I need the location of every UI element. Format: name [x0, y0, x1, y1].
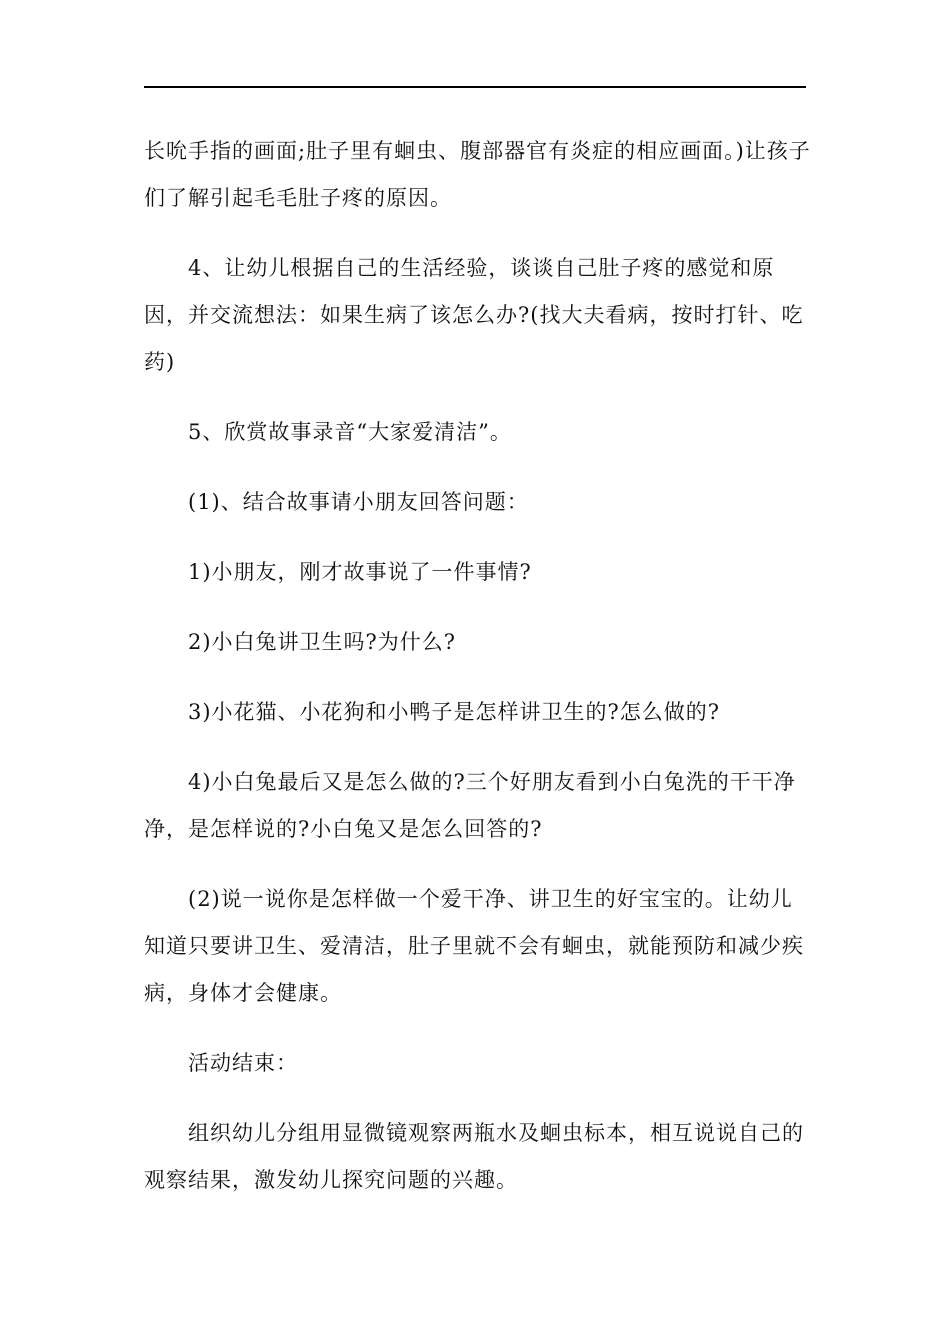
paragraph-step-4: 4、让幼儿根据自己的生活经验，谈谈自己肚子疼的感觉和原因，并交流想法：如果生病了该怎么办?(找大夫看病，按时打针、吃药) — [144, 256, 804, 374]
header-rule — [144, 86, 806, 88]
paragraph-step-5: 5、欣赏故事录音“大家爱清洁”。 — [188, 420, 512, 444]
paragraph-sub-2: (2)说一说你是怎样做一个爱干净、讲卫生的好宝宝的。让幼儿知道只要讲卫生、爱清洁，肚子里就不会有蛔虫，就能预防和减少疾病，身体才会健康。 — [144, 887, 804, 1005]
paragraph-continuation: 长吮手指的画面;肚子里有蛔虫、腹部器官有炎症的相应画面。)让孩子们了解引起毛毛肚子疼的原因。 — [144, 139, 811, 210]
paragraph-activity-end: 组织幼儿分组用显微镜观察两瓶水及蛔虫标本，相互说说自己的观察结果，激发幼儿探究问题的兴趣。 — [144, 1121, 804, 1192]
question-1: 1)小朋友，刚才故事说了一件事情? — [188, 560, 532, 584]
question-3: 3)小花猫、小花狗和小鸭子是怎样讲卫生的?怎么做的? — [188, 700, 721, 724]
paragraph-sub-1: (1)、结合故事请小朋友回答问题： — [188, 490, 529, 514]
document-body — [144, 128, 812, 1204]
section-heading-activity-end: 活动结束： — [188, 1051, 298, 1075]
question-4: 4)小白兔最后又是怎么做的?三个好朋友看到小白兔洗的干干净净，是怎样说的?小白兔又是怎么回答的? — [144, 770, 796, 841]
question-2: 2)小白兔讲卫生吗?为什么? — [188, 630, 457, 654]
